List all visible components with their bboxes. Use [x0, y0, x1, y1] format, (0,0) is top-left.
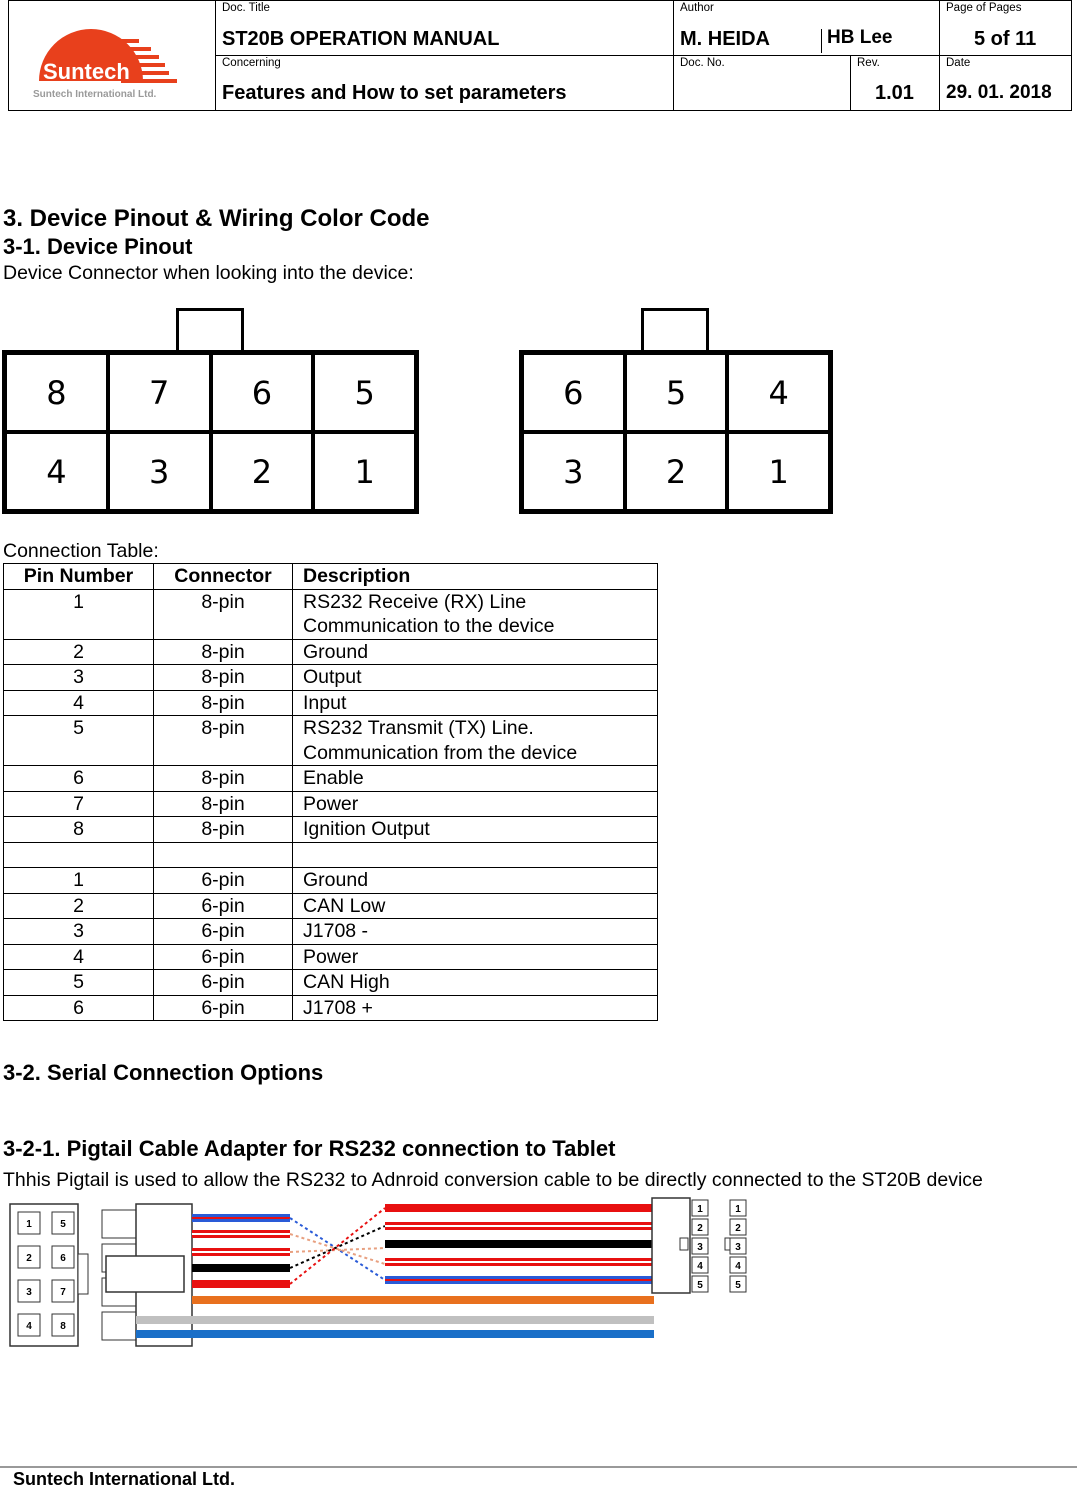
- pin-label: 4: [697, 1261, 703, 1272]
- footer-divider: [0, 1466, 1077, 1468]
- description-line: CAN Low: [303, 894, 386, 917]
- header-pin-number: Pin Number: [4, 564, 154, 590]
- wire-stubs: [192, 1214, 290, 1288]
- connector-8pin-grid: [2, 350, 419, 514]
- table-row: [4, 919, 658, 945]
- cell-pin-number: 2: [4, 639, 154, 665]
- pin-label: 3: [26, 1287, 32, 1298]
- pin-label-box: [692, 1219, 708, 1235]
- page-of-pages: 5 of 11: [974, 28, 1037, 50]
- pin-label: 5: [735, 1280, 741, 1291]
- pin-cell: 6: [211, 353, 314, 432]
- cell-pin-number: 4: [4, 690, 154, 716]
- rev-label: Rev.: [857, 57, 880, 69]
- author-label: Author: [680, 2, 714, 14]
- concerning-cell: [216, 56, 674, 110]
- pin-label-box: [18, 1314, 40, 1336]
- logo-subtext: Suntech International Ltd.: [33, 89, 157, 100]
- wire-crossings: [290, 1208, 385, 1284]
- cell-description: [293, 944, 658, 970]
- cell-pin-number: 4: [4, 944, 154, 970]
- pin-label: 2: [735, 1223, 741, 1234]
- pin-cell: 1: [313, 432, 416, 511]
- table-row: [4, 690, 658, 716]
- description-line: RS232 Transmit (TX) Line.: [303, 717, 534, 739]
- cell-description: [293, 995, 658, 1021]
- pin-label: 3: [697, 1242, 703, 1253]
- cell-description: [293, 791, 658, 817]
- table-row: [4, 665, 658, 691]
- pin-label: 1: [697, 1204, 703, 1215]
- terminal-block-a: [652, 1198, 708, 1293]
- cell-pin-number: 7: [4, 791, 154, 817]
- pin-label-box: [52, 1246, 74, 1268]
- description-line-2: Communication to the device: [303, 615, 555, 637]
- pin-label: 7: [60, 1287, 66, 1298]
- pin-label-box: [52, 1280, 74, 1302]
- pin-label-box: [52, 1314, 74, 1336]
- table-row: [4, 716, 658, 766]
- description-line: Ground: [303, 869, 369, 891]
- pin-label-box: [692, 1200, 708, 1216]
- pigtail-title: 3-2-1. Pigtail Cable Adapter for RS232 connection to Tablet: [3, 1136, 616, 1161]
- cell-description: [293, 665, 658, 691]
- table-row: [4, 766, 658, 792]
- author-primary: M. HEIDA: [680, 28, 770, 50]
- date-value: 29. 01. 2018: [946, 82, 1052, 103]
- cell-connector: 8-pin: [154, 817, 293, 843]
- table-header-row: [4, 564, 658, 590]
- cell-pin-number: 3: [4, 919, 154, 945]
- document-header: [8, 0, 1072, 111]
- section-title: 3. Device Pinout & Wiring Color Code: [3, 205, 430, 232]
- cell-pin-number: 5: [4, 970, 154, 996]
- pin-label: 5: [697, 1280, 703, 1291]
- description-line: CAN High: [303, 971, 390, 993]
- terminal-block-b: [725, 1200, 746, 1292]
- date-cell: [940, 56, 1072, 110]
- cell-description: [293, 716, 658, 766]
- cell-pin-number: 6: [4, 995, 154, 1021]
- pin-label-box: [692, 1238, 708, 1254]
- pin-cell: 5: [313, 353, 416, 432]
- description-line: Output: [303, 666, 362, 688]
- connector-6pin-grid: [519, 350, 833, 514]
- pin-label: 6: [60, 1253, 66, 1264]
- pin-cell: 4: [727, 353, 830, 432]
- table-row: [4, 944, 658, 970]
- date-label: Date: [946, 57, 971, 69]
- cell-pin-number: 1: [4, 868, 154, 894]
- cell-connector: 6-pin: [154, 868, 293, 894]
- description-line: Enable: [303, 767, 364, 789]
- pin-cell: 7: [108, 353, 211, 432]
- pin-label-box: [730, 1200, 746, 1216]
- docno-cell: [674, 56, 851, 110]
- connector-6pin: [519, 308, 833, 515]
- table-row: [4, 791, 658, 817]
- logo-cell: [9, 1, 216, 110]
- doc-title-cell: [216, 1, 674, 56]
- description-line: Ground: [303, 640, 369, 663]
- pin-cell: 2: [625, 432, 728, 511]
- description-line: RS232 Receive (RX) Line: [303, 590, 527, 613]
- pin-label-box: [692, 1276, 708, 1292]
- cell-connector: 8-pin: [154, 766, 293, 792]
- table-row: [4, 639, 658, 665]
- pin-cell: 5: [625, 353, 728, 432]
- pin-label: 3: [735, 1242, 741, 1253]
- author-secondary: HB Lee: [827, 27, 893, 48]
- connection-table: [3, 563, 658, 1021]
- connector-6pin-key: [641, 308, 709, 352]
- serial-section-title: 3-2. Serial Connection Options: [3, 1060, 324, 1085]
- rev-value: 1.01: [875, 82, 914, 104]
- cell-connector: [154, 842, 293, 868]
- table-row: [4, 817, 658, 843]
- pin-label-box: [730, 1276, 746, 1292]
- logo-text: Suntech: [43, 59, 130, 84]
- cell-description: [293, 970, 658, 996]
- pin-label: 1: [735, 1204, 741, 1215]
- pin-cell: 3: [522, 432, 625, 511]
- cell-pin-number: 6: [4, 766, 154, 792]
- connector-8pin-key: [176, 308, 244, 352]
- doc-title-label: Doc. Title: [222, 2, 270, 14]
- cell-description: [293, 919, 658, 945]
- table-row: [4, 589, 658, 639]
- cell-description: [293, 766, 658, 792]
- pin-label: 1: [26, 1219, 32, 1230]
- concerning-label: Concerning: [222, 57, 281, 69]
- description-line: Ignition Output: [303, 818, 430, 840]
- pin-label: 2: [26, 1253, 32, 1264]
- header-connector: Connector: [154, 564, 293, 590]
- table-caption: Connection Table:: [3, 540, 159, 562]
- cell-connector: 6-pin: [154, 944, 293, 970]
- cell-connector: 6-pin: [154, 970, 293, 996]
- description-line: Power: [303, 792, 359, 815]
- cell-description: [293, 690, 658, 716]
- pin-cell: 8: [5, 353, 108, 432]
- cell-connector: 8-pin: [154, 791, 293, 817]
- cell-connector: 8-pin: [154, 665, 293, 691]
- pin-label: 5: [60, 1219, 66, 1230]
- table-row: [4, 893, 658, 919]
- pin-label: 4: [735, 1261, 741, 1272]
- cell-description: [293, 639, 658, 665]
- pin-label-box: [52, 1212, 74, 1234]
- cell-description: [293, 589, 658, 639]
- connector-8pin: [2, 308, 419, 515]
- pin-label-box: [692, 1257, 708, 1273]
- table-row: [4, 868, 658, 894]
- cell-description: [293, 817, 658, 843]
- cell-description: [293, 868, 658, 894]
- cell-description: [293, 842, 658, 868]
- docno-label: Doc. No.: [680, 57, 725, 69]
- cell-pin-number: 3: [4, 665, 154, 691]
- table-row: [4, 842, 658, 868]
- pages-cell: [940, 1, 1072, 56]
- cell-pin-number: [4, 842, 154, 868]
- footer-company: Suntech International Ltd.: [13, 1469, 236, 1489]
- cell-pin-number: 5: [4, 716, 154, 766]
- concerning-value: Features and How to set parameters: [222, 82, 567, 104]
- cell-connector: 8-pin: [154, 690, 293, 716]
- table-row: [4, 995, 658, 1021]
- cell-connector: 6-pin: [154, 995, 293, 1021]
- cell-pin-number: 8: [4, 817, 154, 843]
- rev-cell: [851, 56, 940, 110]
- plug-8pin-body: [102, 1204, 192, 1346]
- subsection-title: 3-1. Device Pinout: [3, 234, 193, 259]
- pin-cell: 2: [211, 432, 314, 511]
- pigtail-diagram: [0, 1192, 760, 1352]
- pigtail-description: Thhis Pigtail is used to allow the RS232 to Adnroid conversion cable to be directly connected to the ST20B device: [3, 1169, 983, 1191]
- pin-label-box: [730, 1238, 746, 1254]
- cell-pin-number: 1: [4, 589, 154, 639]
- pin-label: 8: [60, 1321, 66, 1332]
- description-line: J1708 +: [303, 996, 373, 1019]
- table-row: [4, 970, 658, 996]
- cell-connector: 8-pin: [154, 716, 293, 766]
- pages-label: Page of Pages: [946, 2, 1022, 14]
- description-line: [303, 843, 647, 868]
- suntech-logo: [9, 1, 216, 110]
- description-line: Power: [303, 945, 359, 968]
- cell-connector: 8-pin: [154, 589, 293, 639]
- pin-label-box: [730, 1219, 746, 1235]
- pin-label: 4: [26, 1321, 32, 1332]
- cell-connector: 6-pin: [154, 919, 293, 945]
- pin-cell: 6: [522, 353, 625, 432]
- pin-label-box: [18, 1212, 40, 1234]
- pin-cell: 1: [727, 432, 830, 511]
- author-cell: [674, 1, 940, 56]
- description-line: J1708 -: [303, 920, 369, 942]
- cell-connector: 8-pin: [154, 639, 293, 665]
- cell-pin-number: 2: [4, 893, 154, 919]
- pin-label: 2: [697, 1223, 703, 1234]
- doc-title: ST20B OPERATION MANUAL: [222, 28, 500, 50]
- header-description: Description: [293, 564, 658, 590]
- pin-label-box: [18, 1246, 40, 1268]
- cell-connector: 6-pin: [154, 893, 293, 919]
- plug-8pin-face: [10, 1204, 88, 1346]
- pin-label-box: [18, 1280, 40, 1302]
- pin-cell: 3: [108, 432, 211, 511]
- description-line-2: Communication from the device: [303, 741, 578, 764]
- pin-cell: 4: [5, 432, 108, 511]
- pin-label-box: [730, 1257, 746, 1273]
- cell-description: [293, 893, 658, 919]
- intro-text: Device Connector when looking into the device:: [3, 262, 414, 284]
- description-line: Input: [303, 691, 347, 714]
